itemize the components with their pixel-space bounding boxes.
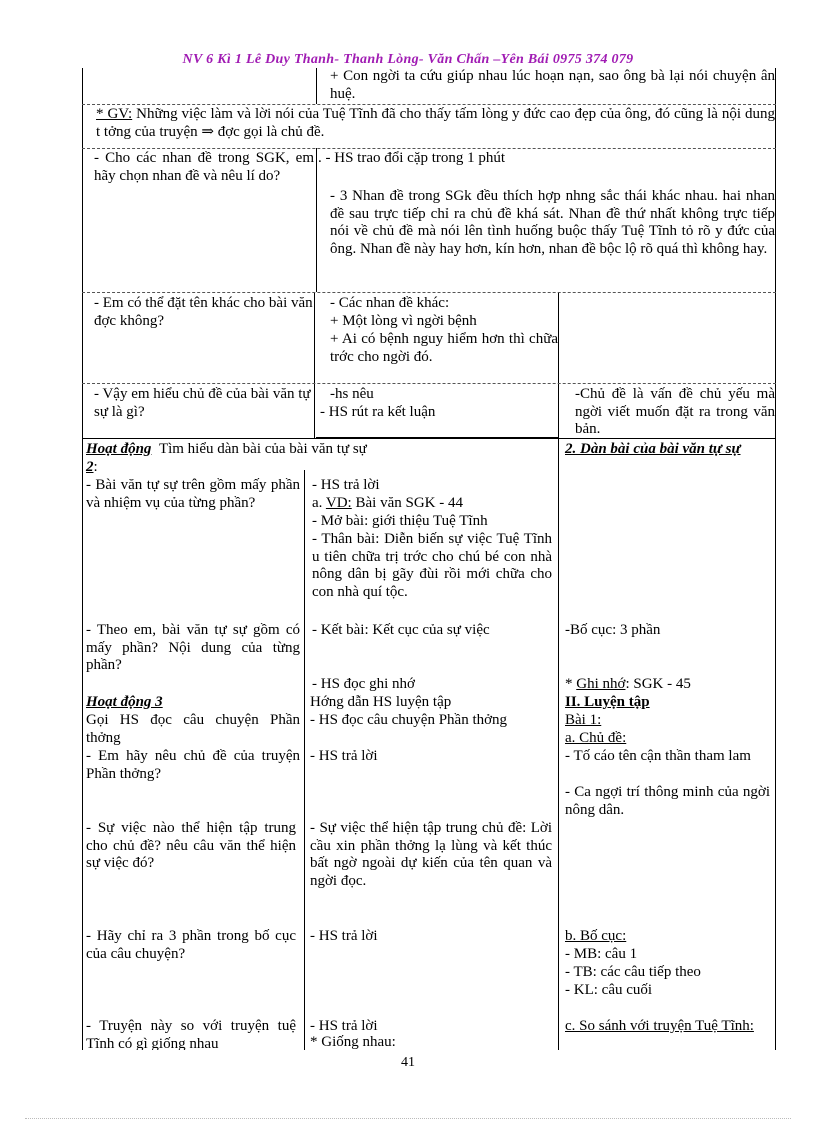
summary: - KL: câu cuối — [565, 982, 653, 998]
question: - Cho các nhan đề trong SGK, em hãy chọn nhan đề và nêu lí do? — [94, 150, 314, 184]
summary: - MB: câu 1 — [565, 946, 638, 962]
student-answer: + Một lòng vì ngời bệnh — [330, 313, 477, 329]
activity-heading: Hoạt động 3 — [86, 694, 163, 710]
student-answer: - Sự việc thể hiện tập trung chủ đề: Lời cầu xin phần thởng lạ lùng và kết thúc bất ngờ ngoài dự kiến của tên quan và ngời đọc. — [310, 820, 552, 889]
summary: * Ghi nhớ: SGK - 45 — [565, 676, 691, 692]
summary: - Tố cáo tên cận thần tham lam — [565, 748, 751, 764]
student-answer: a. VD: Bài văn SGK - 44 — [312, 495, 463, 511]
question: - Sự việc nào thể hiện tập trung cho chủ đề? nêu câu văn thể hiện sự việc đó? — [86, 820, 296, 871]
col-divider-lower-2 — [558, 438, 559, 1050]
student-answer: -hs nêu — [330, 386, 374, 402]
sub-heading: a. Chủ đề: — [565, 730, 627, 746]
question: - Bài văn tự sự trên gồm mấy phần và nhiệm vụ của từng phần? — [86, 477, 300, 511]
table-border-right-lower — [775, 438, 776, 1050]
activity-title: Tìm hiểu dàn bài của bài văn tự sự — [158, 441, 367, 457]
col-divider-upper-2 — [316, 148, 317, 292]
student-answer: - HS đọc câu chuyện Phần thởng — [310, 712, 508, 728]
activity-number: 2: — [86, 459, 98, 475]
student-answer: - Kết bài: Kết cục của sự việc — [312, 622, 490, 638]
exercise-label: Bài 1: — [565, 712, 602, 728]
question: - Em hãy nêu chủ đề của truyện Phần thởng? — [86, 748, 300, 782]
question: - Truyện này so với truyện tuệ Tĩnh có gì giống nhau — [86, 1018, 296, 1050]
student-answer: - 3 Nhan đề trong SGk đều thích hợp nhng sắc thái khác nhau. hai nhan đề sau trực tiếp chỉ ra chủ đề khá sát. Nhan đề thứ nhất không trực tiếp nói về chủ đề mà nói lên tình huống buộc thấy Tuệ Tĩnh tỏ rõ y đức của ông. Nhan đề này hay hơn, kín hơn, nhan đề bộc lộ rõ quá thì không hay. — [330, 188, 775, 257]
gv-note — [96, 106, 775, 141]
student-answer: - HS đọc ghi nhớ — [312, 676, 415, 692]
summary: - TB: các câu tiếp theo — [565, 964, 701, 980]
question: - Em có thể đặt tên khác cho bài văn đợc không? — [94, 295, 313, 329]
col-divider-lower — [304, 470, 305, 1050]
page-header: NV 6 Kì 1 Lê Duy Thanh- Thanh Lòng- Văn Chấn –Yên Bái 0975 374 079 — [182, 52, 634, 67]
gv-label: * GV: — [96, 106, 133, 122]
student-answer: - HS trả lời — [310, 1018, 378, 1034]
section-heading: II. Luyện tập — [565, 694, 650, 710]
activity-heading — [86, 441, 556, 459]
row-divider — [82, 292, 776, 293]
summary: -Chủ đề là vấn đề chủ yếu mà ngời viết muốn đặt ra trong văn bản. — [575, 386, 775, 437]
page-number: 41 — [401, 1055, 415, 1070]
cell-text: + Con ngời ta cứu giúp nhau lúc hoạn nạn, sao ông bà lại nói chuyện ân huệ. — [330, 68, 775, 102]
summary: - Ca ngợi trí thông minh của ngời nông dân. — [565, 784, 770, 818]
gv-text: Những việc làm và lời nói của Tuệ Tĩnh đã cho thấy tấm lòng y đức cao đẹp của ông, đó cũng là nội dung t tởng của truyện ⇒ đợc gọi là chủ đề. — [96, 106, 775, 140]
student-answer: - HS trả lời — [312, 477, 380, 493]
student-answer: - Mở bài: giới thiệu Tuệ Tĩnh — [312, 513, 488, 529]
student-answer: - HS trả lời — [310, 748, 378, 764]
summary: -Bố cục: 3 phần — [565, 622, 661, 638]
activity-label: Hoạt động — [86, 441, 152, 457]
student-answer: - HS rút ra kết luận — [320, 404, 436, 420]
row-divider — [82, 383, 776, 384]
question: - Hãy chỉ ra 3 phần trong bố cục của câu chuyện? — [86, 928, 296, 962]
col-divider-upper-3 — [314, 292, 315, 438]
col-divider-upper — [316, 68, 317, 104]
row-divider — [82, 148, 776, 149]
student-answer: - Thân bài: Diễn biến sự việc Tuệ Tĩnh u tiên chữa trị trớc cho chú bé con nhà nông dân bị gãy đùi rồi mới chữa cho con nhà quí tộc. — [312, 531, 552, 600]
row-divider — [82, 104, 776, 105]
student-answer: * Giống nhau: — [310, 1034, 396, 1050]
question: - Vậy em hiểu chủ đề của bài văn tự sự là gì? — [94, 386, 311, 420]
student-answer: - Các nhan đề khác: — [330, 295, 450, 311]
col-divider-upper-4 — [558, 292, 559, 438]
teacher-instruction: Gọi HS đọc câu chuyện Phần thởng — [86, 712, 300, 746]
student-answer: + Ai có bệnh nguy hiểm hơn thì chữa trớc cho ngời đó. — [330, 331, 558, 365]
student-activity: . - HS trao đổi cặp trong 1 phút — [318, 150, 506, 166]
sub-heading: b. Bố cục: — [565, 928, 627, 944]
student-answer: - HS trả lời — [310, 928, 378, 944]
question: - Theo em, bài văn tự sự gồm có mấy phần? Nội dung của từng phần? — [86, 622, 300, 673]
sub-heading: c. So sánh với truyện Tuệ Tĩnh: — [565, 1018, 754, 1034]
page-footer-line — [25, 1118, 791, 1119]
teacher-instruction: Hớng dẫn HS luyện tập — [310, 694, 452, 710]
section-heading: 2. Dàn bài của bài văn tự sự — [565, 441, 741, 457]
table-border-left-lower — [82, 438, 83, 1050]
